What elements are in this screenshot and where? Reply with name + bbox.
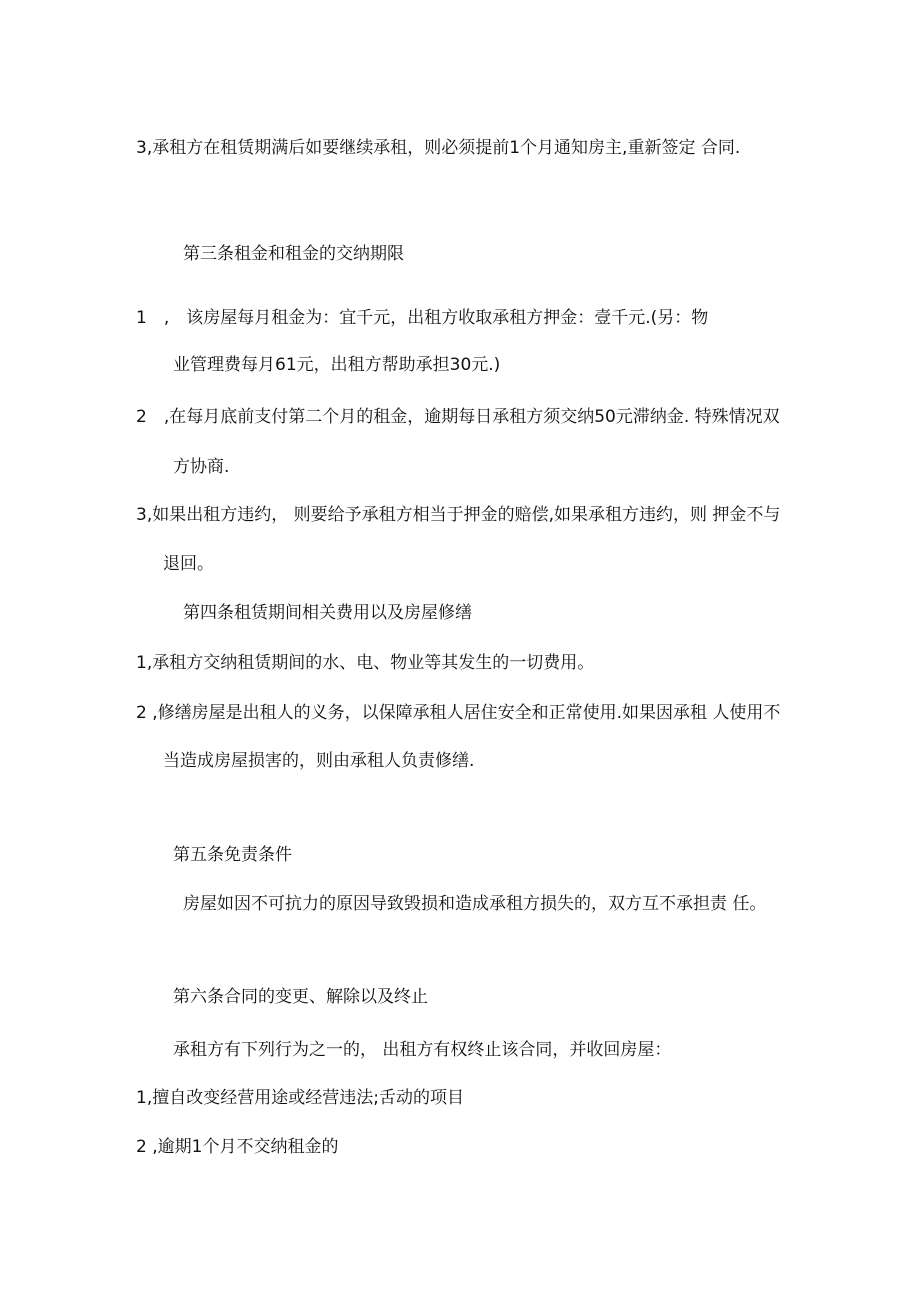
article-6-intro: 承租方有下列行为之一的， 出租方有权终止该合同，并收回房屋：: [173, 1040, 672, 1060]
article-6-item-1: 1,擅自改变经营用途或经营违法;舌动的项目: [136, 1088, 464, 1108]
article-3-heading: 第三条租金和租金的交纳期限: [183, 244, 404, 264]
article-3-item-3-continued: 退回。: [163, 554, 214, 574]
article-4-item-2: 2 ,修缮房屋是出租人的义务，以保障承租人居住安全和正常使用.如果因承租 人使用不: [136, 703, 781, 723]
article-3-item-2-continued: 方协商.: [173, 457, 230, 477]
article-5-heading: 第五条免责条件: [173, 845, 292, 865]
article-4-item-2-continued: 当造成房屋损害的，则由承租人负责修缮.: [163, 751, 475, 771]
article-6-item-2: 2 ,逾期1个月不交纳租金的: [136, 1137, 339, 1157]
article-4-item-1: 1,承租方交纳租赁期间的水、电、物业等其发生的一切费用。: [136, 653, 595, 673]
article-3-item-2: 2 ,在每月底前支付第二个月的租金，逾期每日承租方须交纳50元滞纳金. 特殊情况双: [136, 407, 780, 427]
article-3-item-1: 1 , 该房屋每月租金为：宜千元，出租方收取承租方押金：壹千元.(另：物: [136, 308, 709, 328]
article-3-item-1-continued: 业管理费每月61元，出租方帮助承担30元.): [173, 355, 501, 375]
article-6-heading: 第六条合同的变更、解除以及终止: [173, 987, 428, 1007]
clause-2-item-3: 3,承租方在租赁期满后如要继续承租，则必须提前1个月通知房主,重新签定 合同.: [136, 138, 741, 158]
article-3-item-3: 3,如果出租方违约， 则要给予承租方相当于押金的赔偿,如果承租方违约，则 押金不与: [136, 505, 781, 525]
article-4-heading: 第四条租赁期间相关费用以及房屋修缮: [183, 603, 472, 623]
article-5-body: 房屋如因不可抗力的原因导致毁损和造成承租方损失的，双方互不承担责 任。: [183, 894, 767, 914]
